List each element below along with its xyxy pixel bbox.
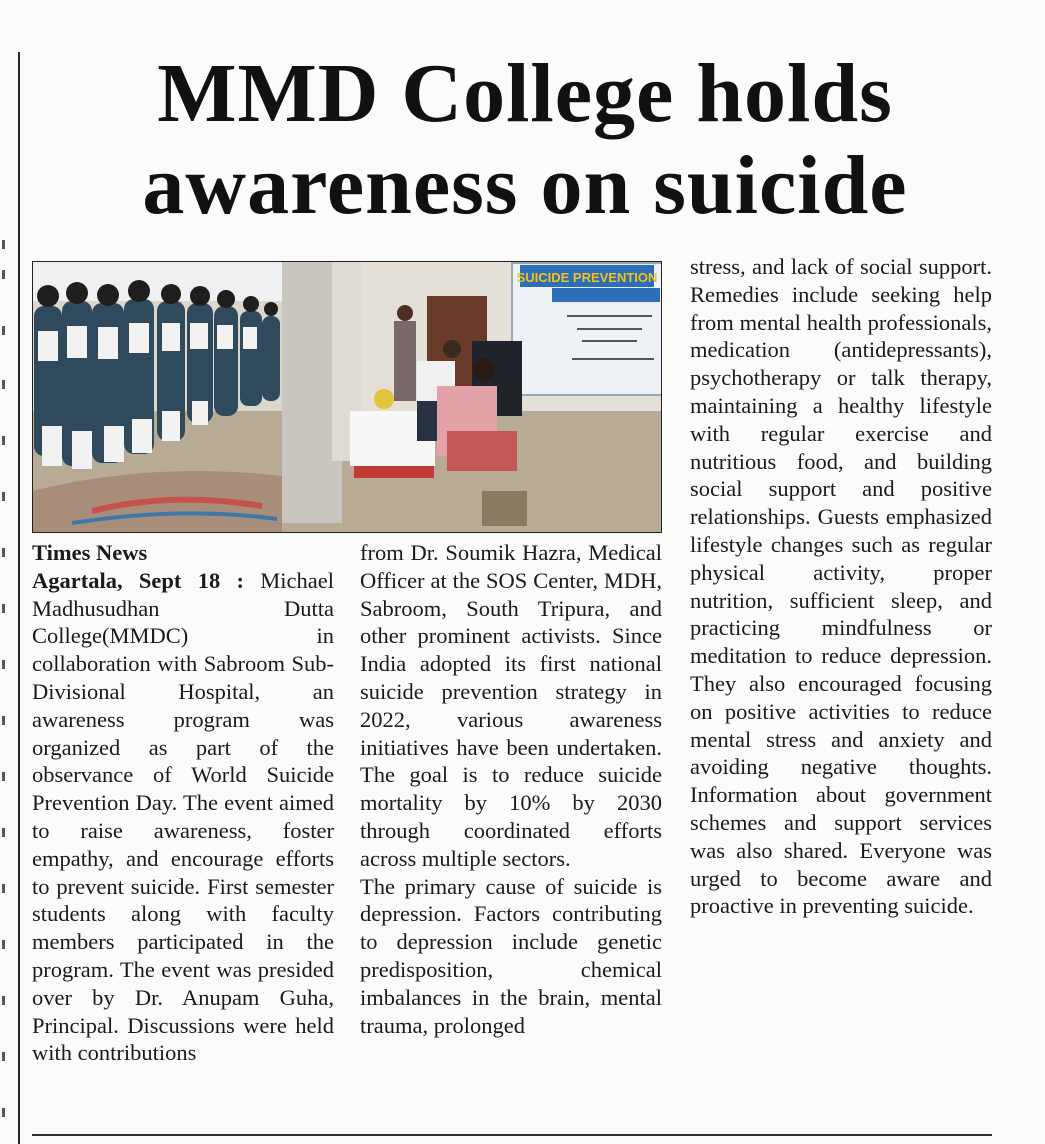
column-rule-left [18,52,20,1144]
svg-text:SUICIDE PREVENTION: SUICIDE PREVENTION [516,270,658,285]
paragraph: stress, and lack of social support. Remedies include seeking help from mental health professionals, medication (antidepressants), psychotherapy or talk therapy, maintaining a healthy lifestyle with regular exercise and nutritious food, and building social support and positive relationships. Guests emphasized lifestyle changes such as regular physical activity, proper nutrition, sufficient sleep, and practicing mindfulness or meditation to reduce depression. They also encouraged focusing on positive activities to reduce mental stress and anxiety and avoiding negative thoughts. Information about government schemes and support services was also shared. Everyone was urged to become aware and proactive in preventing suicide. [690,254,992,919]
headline [30,48,1020,232]
article-column-2 [360,539,662,1039]
headline-line-2: awareness on suicide [142,139,908,232]
paragraph [32,567,334,1067]
bottom-rule [32,1134,992,1136]
event-photo [32,261,662,533]
body-text: Michael Madhusudhan Dutta College(MMDC) in collaboration with Sabroom Sub-Divisional Hospital, an awareness program was organized as part of the observance of World Suicide Prevention Day. The event aimed to raise awareness, foster empathy, and encourage efforts to prevent suicide. First semester students along with faculty members participated in the program. The event was presided over by Dr. Anupam Guha, Principal. Discussions were held with contributions [32,567,334,1066]
paragraph: The primary cause of suicide is depression. Factors contributing to depression include genetic predisposition, chemical imbalances in the brain, mental trauma, prolonged [360,873,662,1038]
paragraph: from Dr. Soumik Hazra, Medical Officer at the SOS Center, MDH, Sabroom, South Tripura, and other prominent activists. Since India adopted its first national suicide prevention strategy in 2022, various awareness initiatives have been undertaken. The goal is to reduce suicide mortality by 10% by 2030 through coordinated efforts across multiple sectors. [360,540,662,871]
adjacent-column-fragment [0,240,8,1120]
byline [32,539,334,567]
headline-line-1: MMD College holds [157,47,893,140]
article-column-1 [32,539,334,1067]
credit-line: Times News [32,540,148,565]
article-column-3 [690,253,992,920]
dateline: Agartala, Sept 18 : [32,567,244,593]
